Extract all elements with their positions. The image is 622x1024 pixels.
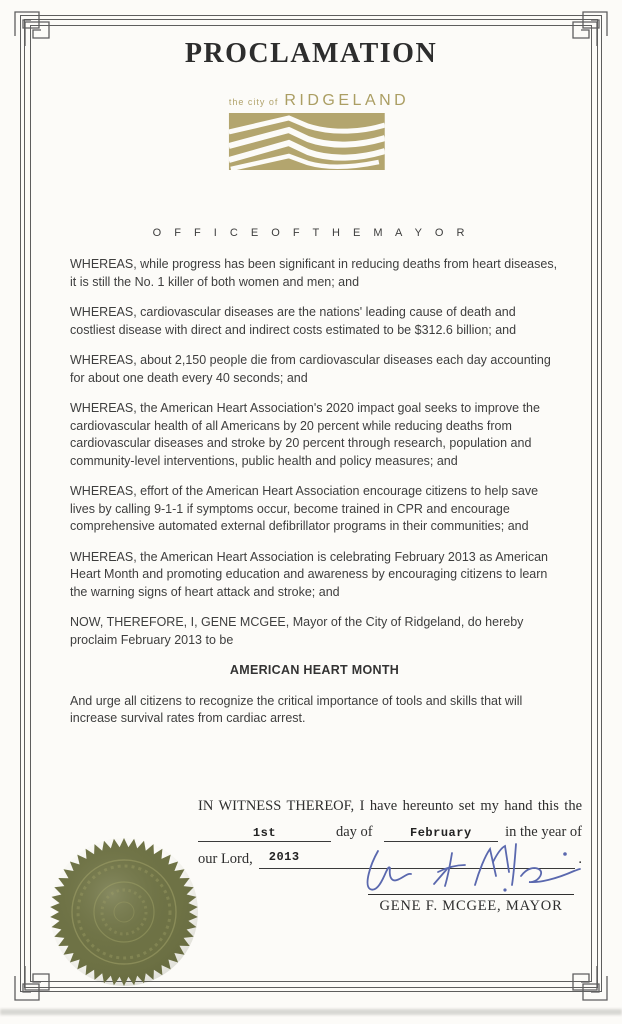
american-heart-month-title: AMERICAN HEART MONTH xyxy=(229,663,400,677)
mayor-signature xyxy=(358,841,586,897)
day-field xyxy=(198,824,331,842)
line-period: . xyxy=(578,851,582,867)
whereas-paragraph-4: WHEREAS, the American Heart Association's 2020 impact goal seeks to improve the cardiovascular health of all Americans by 20 percent while reducing deaths from cardiovascular diseases and stroke by 20 percent through research, population and community-level interventions, public health and policy measures; and xyxy=(70,401,540,468)
ridgeland-logo xyxy=(228,92,410,170)
office-of-the-mayor-heading: O F F I C E O F T H E M A Y O R xyxy=(152,227,470,239)
ridgeland-logo-wordmark xyxy=(228,92,410,110)
day-of-label: day of xyxy=(335,824,373,840)
month-value: February xyxy=(410,826,472,840)
logo-prefix-text: the city of xyxy=(228,97,279,107)
our-lord-label: our Lord, xyxy=(198,851,253,867)
ridgeland-waves-icon xyxy=(229,113,385,170)
now-therefore-paragraph: NOW, THEREFORE, I, GENE MCGEE, Mayor of the City of Ridgeland, do hereby proclaim February 2013 to be xyxy=(70,615,524,647)
whereas-paragraph-6: WHEREAS, the American Heart Association is celebrating February 2013 as American Heart Month and promoting education and awareness by encouraging citizens to learn the warning signs of heart attack and stroke; and xyxy=(70,549,548,599)
witness-intro-line: IN WITNESS THEREOF, I have hereunto set my hand this the xyxy=(198,798,582,814)
proclamation-body xyxy=(70,256,559,741)
month-field xyxy=(384,824,499,842)
whereas-paragraph-5: WHEREAS, effort of the American Heart Association encourage citizens to help save lives by calling 9-1-1 if symptoms occur, become trained in CPR and encourage comprehensive automated external defibrillator programs in their communities; and xyxy=(70,484,539,533)
signature-name: GENE F. MCGEE, MAYOR xyxy=(379,898,563,914)
signature-line xyxy=(368,894,574,895)
day-value: 1st xyxy=(252,826,277,840)
year-phrase-label: in the year of xyxy=(505,824,582,840)
whereas-paragraph-1: WHEREAS, while progress has been significant in reducing deaths from heart diseases, it is still the No. 1 killer of both women and men; and xyxy=(70,257,558,289)
witness-date-line xyxy=(198,824,582,842)
year-value: 2013 xyxy=(268,850,300,864)
city-seal xyxy=(49,837,199,987)
scan-edge-shadow xyxy=(0,1009,622,1015)
whereas-paragraph-3: WHEREAS, about 2,150 people die from cardiovascular diseases each day accounting for about one death every 40 seconds; and xyxy=(70,353,551,385)
closing-paragraph: And urge all citizens to recognize the critical importance of tools and skills that will increase survival rates from cardiac arrest. xyxy=(70,693,523,725)
logo-city-text: RIDGELAND xyxy=(284,92,410,109)
whereas-paragraph-2: WHEREAS, cardiovascular diseases are the nations' leading cause of death and costliest disease with direct and indirect costs estimated to be $312.6 billion; and xyxy=(70,305,517,337)
page-title: PROCLAMATION xyxy=(184,38,438,69)
